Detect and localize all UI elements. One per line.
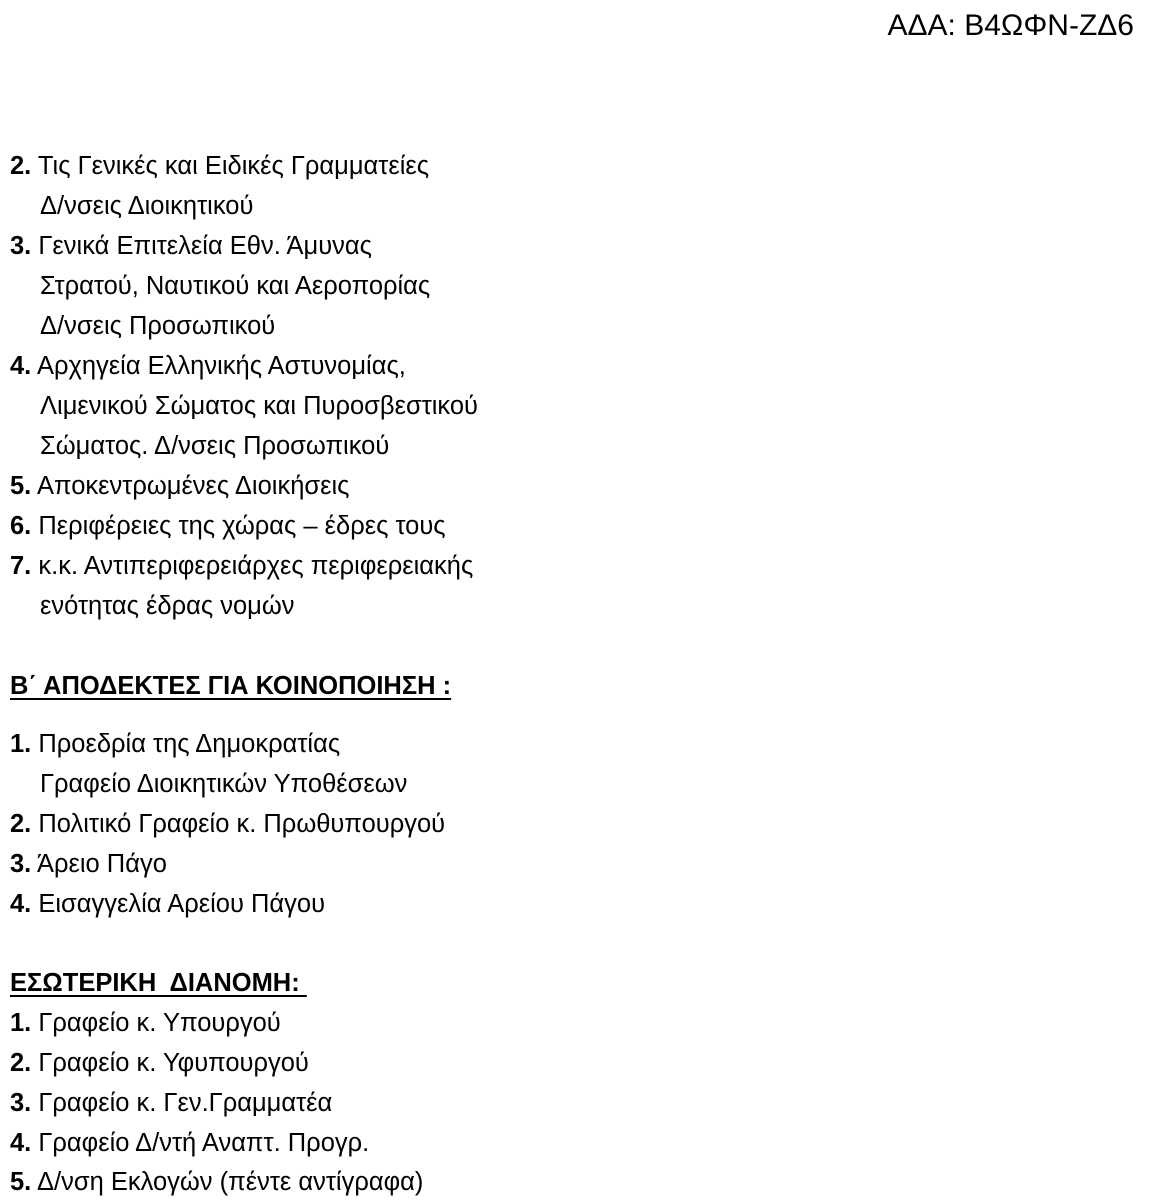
list-item (10, 1123, 369, 1163)
item-text: Γραφείο Δ/ντή Αναπτ. Προγρ. (38, 1129, 370, 1157)
list-item (10, 1083, 332, 1123)
item-number: 3. (10, 1089, 32, 1117)
item-text: Γραφείο κ. Υπουργού (38, 1009, 281, 1037)
item-text: Άρειο Πάγο (36, 850, 167, 878)
list-item (10, 466, 349, 506)
item-text-continued: Γραφείο Διοικητικών Υποθέσεων (40, 770, 408, 798)
list-item (10, 346, 406, 386)
item-text: Γραφείο κ. Γεν.Γραμματέα (38, 1089, 333, 1117)
item-number: 3. (10, 850, 32, 878)
item-text: Περιφέρειες της χώρας – έδρες τους (38, 512, 446, 540)
item-text-continued: Στρατού, Ναυτικού και Αεροπορίας (40, 272, 431, 300)
item-text: Γραφείο κ. Υφυπουργού (38, 1049, 309, 1077)
item-number: 5. (10, 1168, 32, 1196)
internal-distribution-heading: ΕΣΩΤΕΡΙΚΗ ΔΙΑΝΟΜΗ: (10, 969, 307, 997)
section-b-heading: Β΄ ΑΠΟΔΕΚΤΕΣ ΓΙΑ ΚΟΙΝΟΠΟΙΗΣΗ : (10, 672, 452, 700)
item-number: 1. (10, 1009, 32, 1037)
item-text-continued: ενότητας έδρας νομών (40, 592, 295, 620)
item-number: 7. (10, 552, 32, 580)
item-text-continued: Σώματος. Δ/νσεις Προσωπικού (40, 432, 390, 460)
ada-code: ΑΔΑ: Β4ΩΦΝ-ΖΔ6 (887, 9, 1134, 42)
item-number: 4. (10, 890, 32, 918)
item-text-continued: Λιμενικού Σώματος και Πυροσβεστικού (40, 392, 478, 420)
item-text: Δ/νση Εκλογών (πέντε αντίγραφα) (36, 1168, 424, 1196)
item-number: 4. (10, 352, 32, 380)
list-item (10, 1162, 423, 1202)
item-text: Εισαγγελία Αρείου Πάγου (38, 890, 326, 918)
item-text: κ.κ. Αντιπεριφερειάρχες περιφερειακής (38, 552, 474, 580)
item-number: 4. (10, 1129, 32, 1157)
item-text: Αρχηγεία Ελληνικής Αστυνομίας, (36, 352, 406, 380)
item-number: 1. (10, 730, 32, 758)
item-number: 2. (10, 1049, 32, 1077)
list-item (10, 724, 340, 764)
item-number: 5. (10, 472, 32, 500)
list-item (10, 844, 167, 884)
list-item (10, 1043, 309, 1083)
list-item (10, 1003, 281, 1043)
item-text: Τις Γενικές και Ειδικές Γραμματείες (37, 152, 430, 180)
list-item (10, 884, 325, 924)
item-text: Προεδρία της Δημοκρατίας (38, 730, 341, 758)
item-number: 2. (10, 810, 32, 838)
item-text-continued: Δ/νσεις Διοικητικού (40, 192, 254, 220)
item-number: 2. (10, 152, 32, 180)
list-item (10, 226, 372, 266)
item-text: Πολιτικό Γραφείο κ. Πρωθυπουργού (38, 810, 446, 838)
item-number: 3. (10, 232, 32, 260)
list-item (10, 546, 473, 586)
item-text: Αποκεντρωμένες Διοικήσεις (36, 472, 350, 500)
item-number: 6. (10, 512, 32, 540)
item-text: Γενικά Επιτελεία Εθν. Άμυνας (38, 232, 372, 260)
list-item (10, 506, 446, 546)
list-item (10, 146, 429, 186)
list-item (10, 804, 445, 844)
item-text-continued: Δ/νσεις Προσωπικού (40, 312, 276, 340)
